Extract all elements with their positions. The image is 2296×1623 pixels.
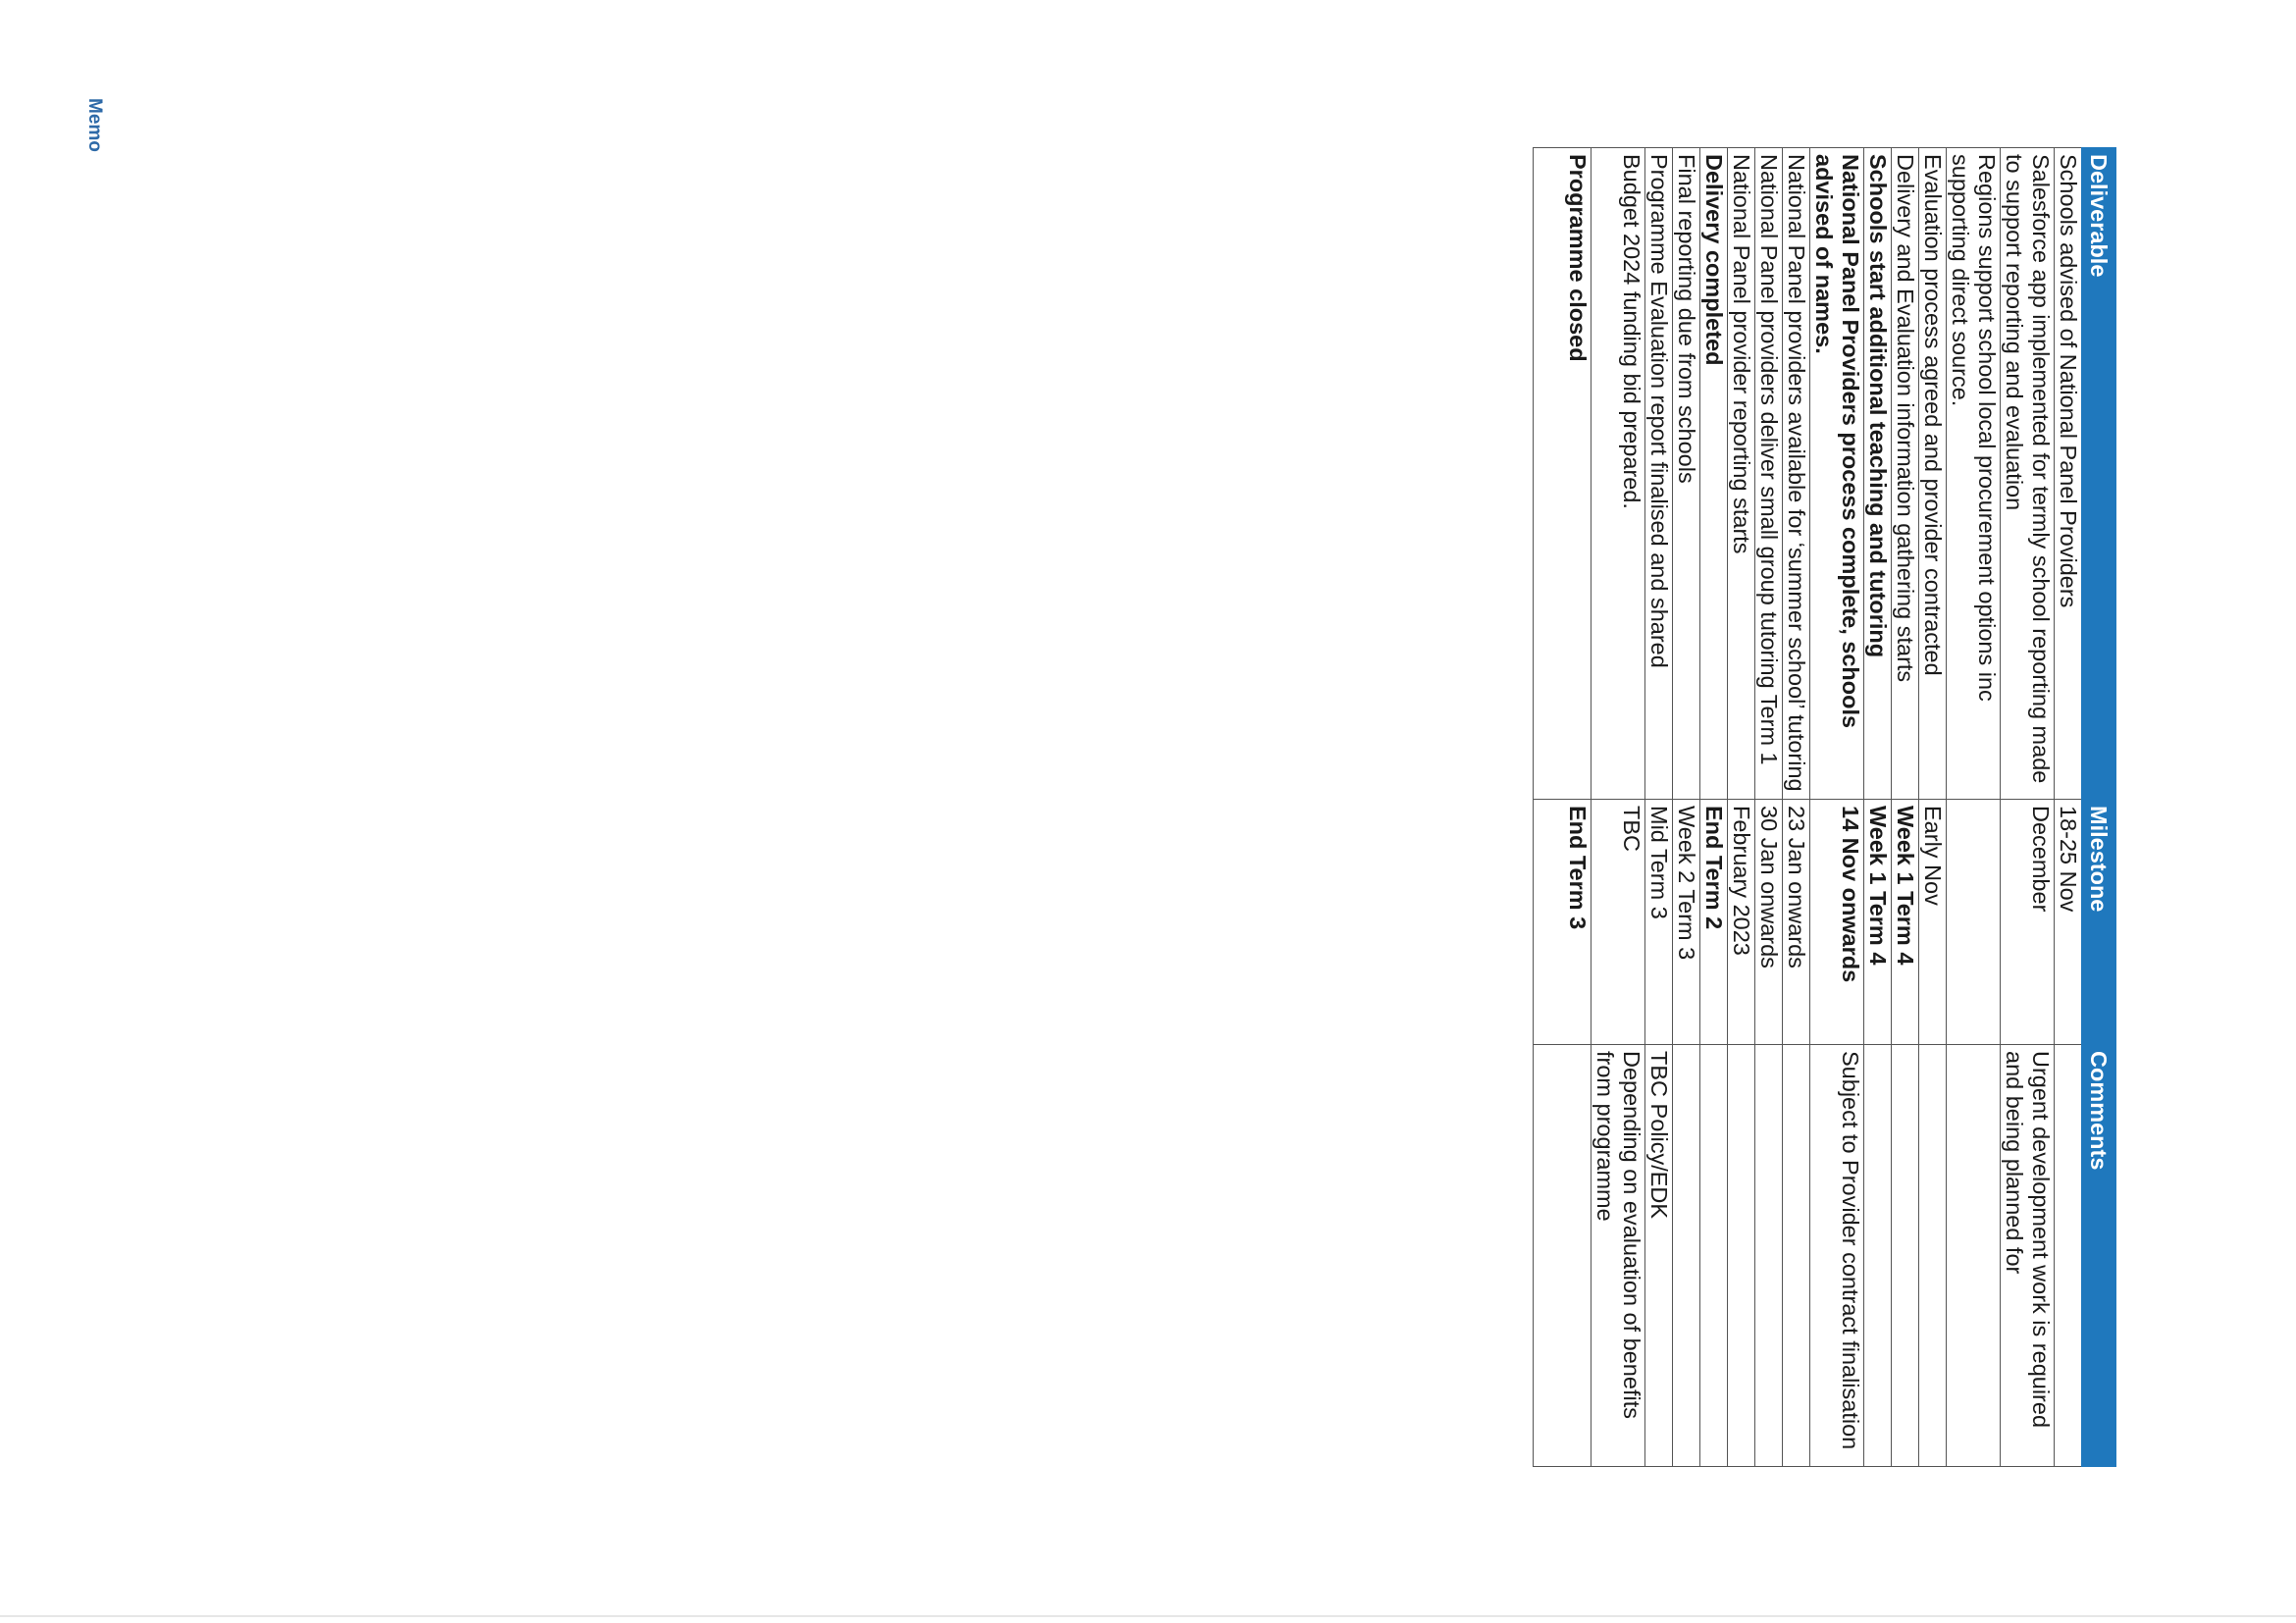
comments-cell — [1755, 1045, 1783, 1467]
milestone-cell: Week 2 Term 3 — [1673, 800, 1700, 1045]
deliverable-cell: Schools advised of National Panel Providers — [2055, 148, 2082, 800]
milestone-cell — [1947, 800, 2001, 1045]
table-row — [2001, 148, 2055, 1467]
comments-cell: Subject to Provider contract finalisation — [1810, 1045, 1864, 1467]
table-row — [1892, 148, 1919, 1467]
milestone-table-rotated — [1302, 147, 2116, 1466]
memo-label-text: Memo — [84, 98, 105, 152]
table-row — [1864, 148, 1892, 1467]
table-row — [1592, 148, 1645, 1467]
milestone-cell: TBC — [1592, 800, 1645, 1045]
milestone-cell: 23 Jan onwards — [1783, 800, 1810, 1045]
comments-cell — [1864, 1045, 1892, 1467]
milestone-cell: December — [2001, 800, 2055, 1045]
comments-cell: Urgent development work is required and being planned for — [2001, 1045, 2055, 1467]
table-row — [1919, 148, 1947, 1467]
header-deliverable: Deliverable — [2082, 148, 2116, 800]
milestone-cell: February 2023 — [1728, 800, 1755, 1045]
deliverable-cell: National Panel provider reporting starts — [1728, 148, 1755, 800]
milestone-cell: 30 Jan onwards — [1755, 800, 1783, 1045]
milestone-cell: Week 1 Term 4 — [1892, 800, 1919, 1045]
table-row — [1755, 148, 1783, 1467]
table-body — [1534, 148, 2082, 1467]
deliverable-cell: Delivery and Evaluation information gathering starts — [1892, 148, 1919, 800]
deliverable-cell: Programme Evaluation report finalised and shared — [1645, 148, 1673, 800]
comments-cell — [1919, 1045, 1947, 1467]
table-row — [2055, 148, 2082, 1467]
table-row — [1534, 148, 1592, 1467]
memo-label — [64, 98, 142, 177]
comments-cell: Depending on evaluation of benefits from programme — [1592, 1045, 1645, 1467]
milestone-cell: End Term 3 — [1534, 800, 1592, 1045]
milestone-cell: End Term 2 — [1700, 800, 1728, 1045]
deliverable-cell: Evaluation process agreed and provider contracted — [1919, 148, 1947, 800]
table-row — [1783, 148, 1810, 1467]
comments-cell: TBC Policy/EDK — [1645, 1045, 1673, 1467]
header-milestone: Milestone — [2082, 800, 2116, 1045]
page-bottom-edge — [0, 1615, 2296, 1617]
milestone-cell: 14 Nov onwards — [1810, 800, 1864, 1045]
comments-cell — [1783, 1045, 1810, 1467]
deliverable-cell: Delivery completed — [1700, 148, 1728, 800]
milestone-table — [1533, 147, 2116, 1467]
milestone-cell: 18-25 Nov — [2055, 800, 2082, 1045]
deliverable-cell: National Panel Providers process complete, schools advised of names. — [1810, 148, 1864, 800]
table-row — [1645, 148, 1673, 1467]
table-row — [1810, 148, 1864, 1467]
comments-cell — [1947, 1045, 2001, 1467]
comments-cell — [1673, 1045, 1700, 1467]
milestone-cell: Early Nov — [1919, 800, 1947, 1045]
comments-cell — [1892, 1045, 1919, 1467]
deliverable-cell: National Panel providers deliver small group tutoring Term 1 — [1755, 148, 1783, 800]
comments-cell — [1534, 1045, 1592, 1467]
deliverable-cell: Regions support school local procurement options inc supporting direct source. — [1947, 148, 2001, 800]
deliverable-cell: Programme closed — [1534, 148, 1592, 800]
table-row — [1947, 148, 2001, 1467]
deliverable-cell: Schools start additional teaching and tutoring — [1864, 148, 1892, 800]
comments-cell — [1728, 1045, 1755, 1467]
table-row — [1728, 148, 1755, 1467]
deliverable-cell: Budget 2024 funding bid prepared. — [1592, 148, 1645, 800]
table-row — [1673, 148, 1700, 1467]
deliverable-cell: Final reporting due from schools — [1673, 148, 1700, 800]
comments-cell — [1700, 1045, 1728, 1467]
table-header-row — [2082, 148, 2116, 1467]
deliverable-cell: Salesforce app implemented for termly school reporting made to support reporting and evaluation — [2001, 148, 2055, 800]
deliverable-cell: National Panel providers available for ‘summer school’ tutoring — [1783, 148, 1810, 800]
header-comments: Comments — [2082, 1045, 2116, 1467]
comments-cell — [2055, 1045, 2082, 1467]
milestone-cell: Week 1 Term 4 — [1864, 800, 1892, 1045]
milestone-cell: Mid Term 3 — [1645, 800, 1673, 1045]
table-row — [1700, 148, 1728, 1467]
